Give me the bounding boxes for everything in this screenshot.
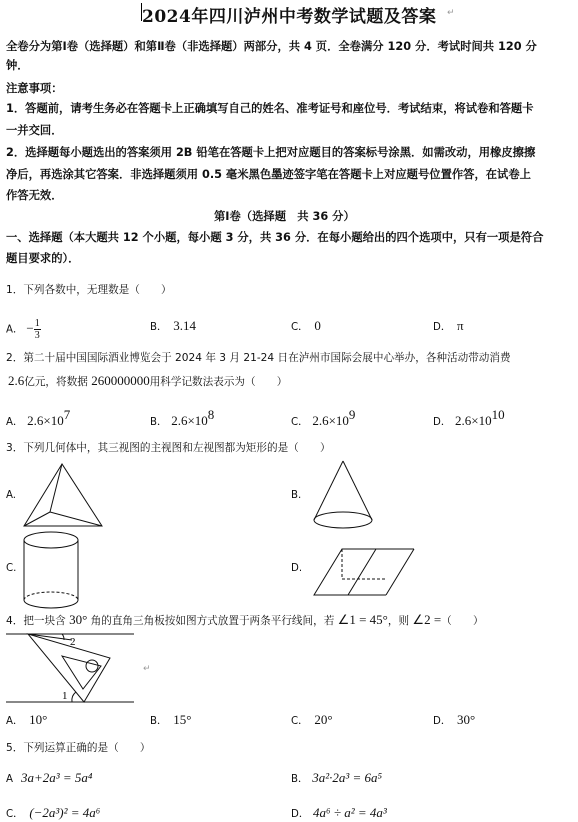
q1-option-a: A． − $\frac{1}{3}$: [6, 318, 40, 341]
q5-option-c: C． (−2a³)² = 4a⁶: [6, 805, 101, 820]
q2-option-c: C． $2.6\times 10^9$: [291, 407, 356, 428]
cone-figure: [312, 458, 374, 536]
angle-1-label: 1: [62, 690, 68, 702]
cylinder-figure: [22, 530, 82, 614]
section-heading-line-2: 题目要求的）．: [6, 252, 80, 265]
q4-option-b: B． 15°: [150, 712, 192, 727]
notes-line-2: 一并交回．: [6, 124, 63, 137]
q2-option-d: D． $2.6\times 10^{10}$: [433, 407, 505, 428]
notes-line-5: 作答无效．: [6, 189, 63, 202]
q3-option-d-label: D.: [291, 563, 303, 574]
intro-line-2: 钟．: [6, 59, 29, 72]
intro-line-1: 全卷分为第Ⅰ卷（选择题）和第Ⅱ卷（非选择题）两部分，共 4 页．全卷满分 120 分．考试时间共 120 分: [6, 40, 537, 53]
angle-2-label: 2: [70, 636, 76, 648]
section-heading-line-1: 一、选择题（本大题共 12 个小题，每小题 3 分，共 36 分．在每小题给出的四个选项中，只有一项是符合: [6, 231, 544, 244]
pyramid-figure: [22, 460, 106, 535]
q5-option-a: A 3a+2a³ = 5a⁴: [6, 770, 93, 785]
fraction: $\frac{1}{3}$: [34, 318, 40, 341]
q2-option-a: A． $2.6\times 10^7$: [6, 407, 71, 428]
q3-option-c-label: C.: [6, 563, 17, 574]
q5-option-d: D． 4a⁶ ÷ a² = 4a³: [291, 805, 387, 820]
q1-stem: 1．下列各数中，无理数是（ ）: [6, 284, 172, 296]
notes-line-4: 净后，再选涂其它答案．非选择题须用 0.5 毫米黑色墨迹签字笔在答题卡上对应题号位置作答，在试卷上: [6, 168, 531, 181]
q1-option-c: C． 0: [291, 318, 321, 333]
q4-figure: [6, 628, 136, 708]
document-title: 2024年四川泸州中考数学试题及答案: [142, 7, 437, 27]
q3-option-a-label: A.: [6, 490, 17, 501]
q2-stem-line-2: 2.6亿元，将数据 260000000用科学记数法表示为（ ）: [8, 373, 288, 388]
q3-option-b-label: B.: [291, 490, 302, 501]
q4-stem: 4．把一块含 30° 角的直角三角板按如图方式放置于两条平行线间，若 ∠1 = 45°，则 ∠2 =（ ）: [6, 612, 484, 627]
ruler-hole: [86, 660, 98, 672]
notes-line-3: 2．选择题每小题选出的答案须用 2B 铅笔在答题卡上把对应题目的答案标号涂黑．如需改动，用橡皮擦擦: [6, 146, 536, 159]
q4-option-a: A． 10°: [6, 712, 48, 727]
q4-option-d: D． 30°: [433, 712, 476, 727]
prism-figure: [312, 543, 422, 599]
part1-heading: 第Ⅰ卷（选择题 共 36 分）: [214, 210, 355, 223]
q1-option-d: D． π: [433, 318, 464, 333]
q5-stem: 5．下列运算正确的是（ ）: [6, 742, 151, 754]
q4-option-c: C． 20°: [291, 712, 333, 727]
notes-title: 注意事项：: [6, 82, 63, 95]
q1-option-b: B． 3.14: [150, 318, 196, 333]
paragraph-mark: ↵: [447, 8, 455, 18]
q2-stem-line-1: 2．第二十届中国国际酒业博览会于 2024 年 3 月 21-24 日在泸州市国际会展中心举办，各种活动带动消费: [6, 352, 511, 364]
q2-option-b: B． $2.6\times 10^8$: [150, 407, 215, 428]
q3-stem: 3．下列几何体中，其三视图的主视图和左视图都为矩形的是（ ）: [6, 442, 331, 454]
q5-option-b: B． 3a²·2a³ = 6a⁵: [291, 770, 383, 785]
figure-paragraph-mark: ↵: [143, 664, 151, 674]
notes-line-1: 1．答题前，请考生务必在答题卡上正确填写自己的姓名、准考证号和座位号．考试结束，将试卷和答题卡: [6, 102, 534, 115]
